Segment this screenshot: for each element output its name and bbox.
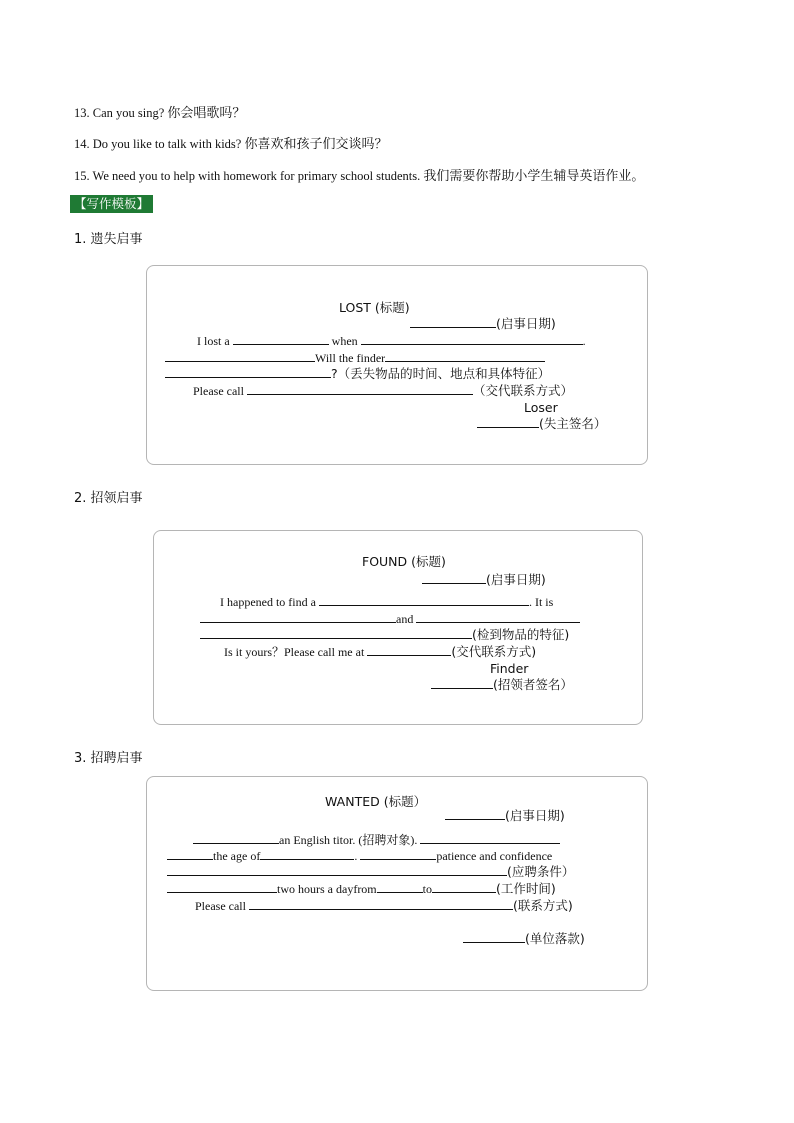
found-signer: Finder — [490, 661, 529, 676]
wanted-blank-2b[interactable] — [360, 848, 436, 860]
wanted-from-blank[interactable] — [377, 881, 423, 893]
heading-wanted: 3. 招聘启事 — [74, 751, 143, 766]
found-notice-box — [153, 530, 643, 725]
item-15-en: 15. We need you to help with homework for primary school students. — [74, 169, 421, 183]
lost-item-blank[interactable] — [233, 333, 329, 345]
found-blank-3[interactable] — [200, 627, 472, 639]
item-15-zh: 我们需要你帮助小学生辅导英语作业。 — [423, 169, 645, 184]
lost-date-blank[interactable] — [410, 316, 496, 328]
found-contact-blank[interactable] — [367, 644, 451, 656]
lost-signer: Loser — [524, 400, 558, 415]
item-14 — [74, 133, 388, 152]
wanted-contact-blank[interactable] — [249, 898, 513, 910]
item-13-en: 13. Can you sing? — [74, 106, 165, 120]
found-line-4: Is it yours？Please call me at (交代联系方式) — [224, 644, 537, 659]
wanted-sign-blank[interactable] — [463, 931, 525, 943]
wanted-blank-3[interactable] — [167, 864, 507, 876]
lost-blank-2b[interactable] — [385, 350, 545, 362]
wanted-age-blank[interactable] — [260, 848, 354, 860]
wanted-sign-row: (单位落款) — [463, 931, 585, 947]
wanted-line-3: (应聘条件） — [167, 864, 574, 880]
found-blank-2b[interactable] — [416, 611, 580, 623]
lost-line-1: I lost a when . — [197, 334, 586, 348]
heading-lost: 1. 遗失启事 — [74, 232, 143, 247]
found-line-3: (检到物品的特征) — [200, 627, 569, 643]
item-13-zh: 你会唱歌吗？ — [167, 106, 246, 121]
lost-contact-blank[interactable] — [247, 383, 473, 395]
wanted-title: WANTED (标题） — [325, 794, 427, 809]
wanted-notice-box — [146, 776, 648, 991]
lost-blank-2a[interactable] — [165, 350, 315, 362]
found-line-2: and — [200, 611, 580, 627]
lost-blank-3[interactable] — [165, 366, 331, 378]
wanted-line-4: two hours a dayfrom to (工作时间) — [167, 881, 556, 897]
section-tag: 【写作模板】 — [70, 195, 153, 213]
found-date-blank[interactable] — [422, 572, 486, 584]
wanted-blank-2a[interactable] — [167, 848, 213, 860]
found-title: FOUND (标题) — [362, 554, 446, 569]
found-blank-2a[interactable] — [200, 611, 396, 623]
found-date-row: (启事日期) — [422, 572, 546, 588]
lost-line-2: Will the finder — [165, 350, 545, 366]
wanted-to-blank[interactable] — [432, 881, 496, 893]
lost-date-row: (启事日期) — [410, 316, 556, 332]
found-sign-blank[interactable] — [431, 677, 493, 689]
lost-when-blank[interactable] — [361, 333, 583, 345]
wanted-blank-4a[interactable] — [167, 881, 277, 893]
wanted-line-2: the age of . patience and confidence — [167, 848, 552, 864]
wanted-date-blank[interactable] — [445, 808, 505, 820]
item-14-zh: 你喜欢和孩子们交谈吗？ — [244, 137, 388, 152]
wanted-line-5: Please call (联系方式) — [195, 898, 573, 913]
wanted-blank-1a[interactable] — [193, 832, 279, 844]
wanted-blank-1b[interactable] — [420, 832, 560, 844]
lost-line-4: Please call （交代联系方式） — [193, 383, 573, 398]
lost-sign-blank[interactable] — [477, 416, 539, 428]
item-15 — [74, 165, 644, 184]
item-13 — [74, 102, 245, 121]
wanted-line-1: an English titor. (招聘对象). — [193, 832, 560, 848]
lost-title: LOST (标题) — [339, 300, 410, 315]
lost-notice-box — [146, 265, 648, 465]
wanted-date-row: (启事日期) — [445, 808, 565, 824]
lost-line-3: ?（丢失物品的时间、地点和具体特征） — [165, 366, 550, 382]
found-sign-row: (招领者签名） — [431, 677, 573, 693]
heading-found: 2. 招领启事 — [74, 491, 143, 506]
found-item-blank[interactable] — [319, 594, 529, 606]
lost-sign-row: (失主签名） — [477, 416, 606, 432]
item-14-en: 14. Do you like to talk with kids? — [74, 137, 242, 151]
found-line-1: I happened to find a . It is — [220, 595, 554, 609]
